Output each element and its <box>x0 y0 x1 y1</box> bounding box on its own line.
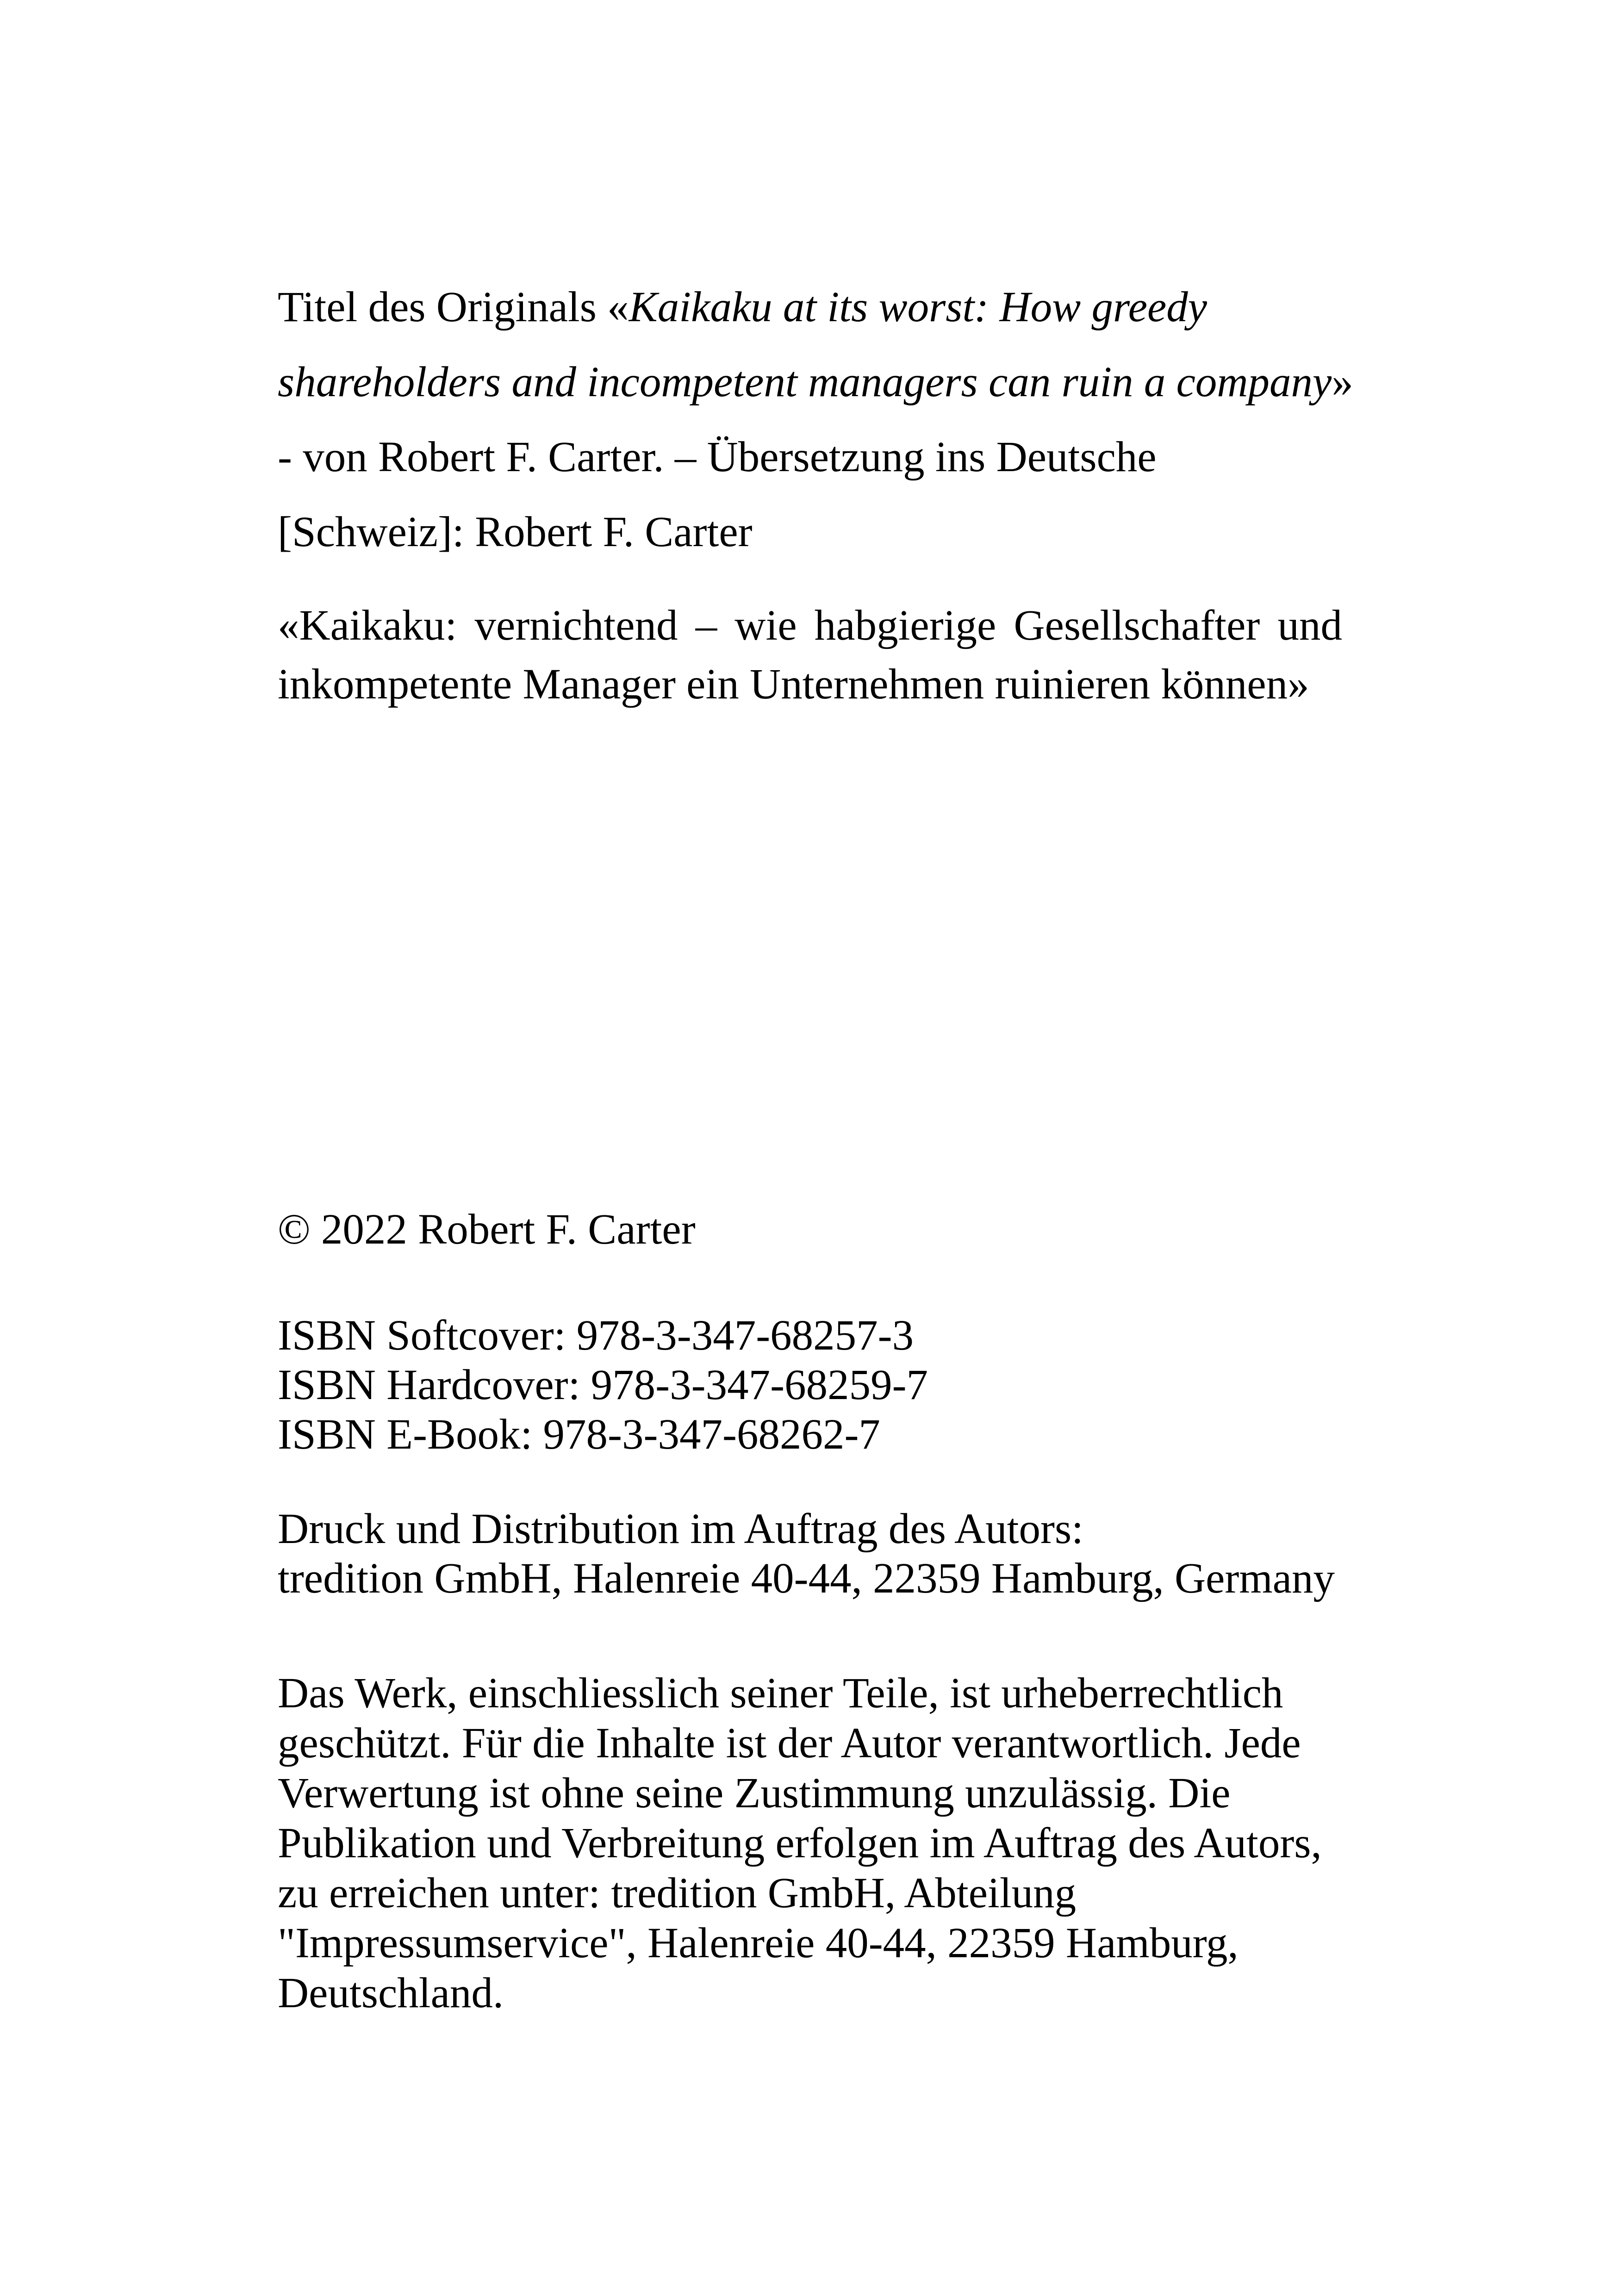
distribution-line-2: tredition GmbH, Halenreie 40-44, 22359 Hamburg, Germany <box>278 1555 1335 1602</box>
original-title-prefix: Titel des Originals « <box>278 283 629 331</box>
distribution-line-1: Druck und Distribution im Auftrag des Autors: <box>278 1505 1084 1553</box>
translator-line: [Schweiz]: Robert F. Carter <box>278 508 753 556</box>
legal-line: Publikation und Verbreitung erfolgen im Auftrag des Autors, <box>278 1819 1322 1867</box>
legal-line: "Impressumservice", Halenreie 40-44, 22359 Hamburg, <box>278 1919 1238 1967</box>
isbn-ebook: ISBN E-Book: 978-3-347-68262-7 <box>278 1411 880 1458</box>
translation-credit-line: - von Robert F. Carter. – Übersetzung ins Deutsche <box>278 433 1157 481</box>
distribution-block <box>278 1504 1335 1603</box>
copyright-notice: © 2022 Robert F. Carter <box>278 1206 696 1253</box>
legal-line: Verwertung ist ohne seine Zustimmung unzulässig. Die <box>278 1769 1231 1817</box>
legal-line: Deutschland. <box>278 1969 504 2017</box>
original-title-line-2 <box>278 345 1353 420</box>
original-title-block <box>278 270 1353 570</box>
original-title-suffix: » <box>1332 358 1353 406</box>
isbn-softcover: ISBN Softcover: 978-3-347-68257-3 <box>278 1312 914 1359</box>
isbn-hardcover: ISBN Hardcover: 978-3-347-68259-7 <box>278 1361 928 1409</box>
original-title-italic-part-1: Kaikaku at its worst: How greedy <box>629 283 1207 331</box>
legal-line: zu erreichen unter: tredition GmbH, Abteilung <box>278 1869 1077 1917</box>
isbn-block <box>278 1311 928 1459</box>
original-title-italic-part-2: shareholders and incompetent managers can ruin a company <box>278 358 1332 406</box>
legal-line: Das Werk, einschliesslich seiner Teile, ist urheberrechtlich <box>278 1669 1283 1717</box>
legal-line: geschützt. Für die Inhalte ist der Autor verantwortlich. Jede <box>278 1719 1301 1767</box>
legal-notice <box>278 1668 1322 2018</box>
translated-title: «Kaikaku: vernichtend – wie habgierige Gesellschafter und inkompetente Manager ein Unternehmen ruinieren können» <box>278 602 1342 708</box>
original-title-line-1 <box>278 270 1347 345</box>
